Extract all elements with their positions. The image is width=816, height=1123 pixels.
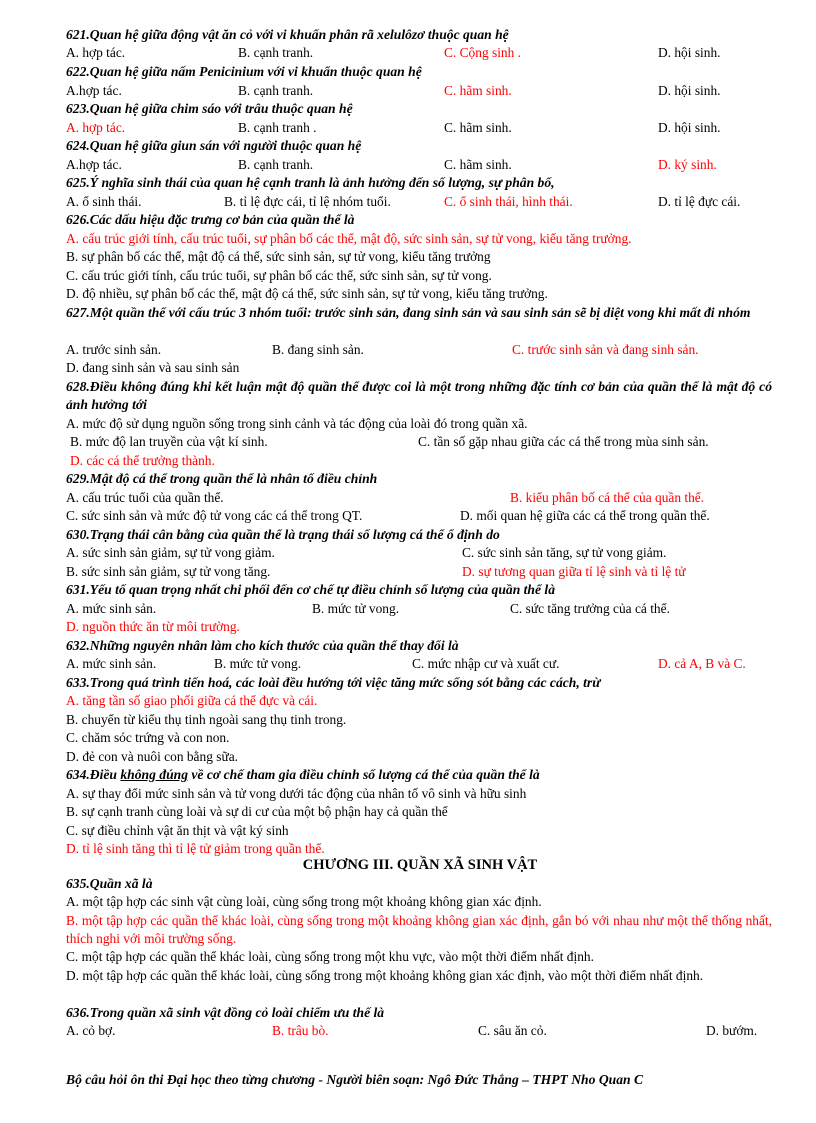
option-d: D. một tập hợp các quần thể khác loài, cùng sống trong một khoảng không gian xác định, vào một thời điểm nhất định. bbox=[66, 968, 704, 983]
option-a: A. hợp tác. bbox=[66, 45, 126, 60]
question-631: 631.Yếu tố quan trọng nhất chi phối đến cơ chế tự điều chỉnh số lượng của quần thể là bbox=[66, 582, 555, 597]
option-d: D. hội sinh. bbox=[658, 120, 721, 135]
option-a: A. mức sinh sản. bbox=[66, 601, 157, 616]
option-b: B. mức tử vong. bbox=[214, 656, 302, 671]
option-c: C. một tập hợp các quần thể khác loài, cùng sống trong một khu vực, vào một thời điểm nhất định. bbox=[66, 949, 594, 964]
question-630: 630.Trạng thái cân bằng của quần thể là trạng thái số lượng cá thể ổ định do bbox=[66, 527, 500, 542]
option-a: A. một tập hợp các sinh vật cùng loài, cùng sống trong một khoảng không gian xác định. bbox=[66, 894, 542, 909]
question-634-underlined: không đúng bbox=[120, 767, 188, 782]
option-c: C. tần số gặp nhau giữa các cá thể trong mùa sinh sản. bbox=[418, 434, 709, 449]
answer-row-625 bbox=[66, 193, 776, 211]
answer-row-628 bbox=[66, 433, 776, 451]
option-a: A. mức độ sử dụng nguồn sống trong sinh cảnh và tác động của loài đó trong quần xã. bbox=[66, 416, 528, 431]
option-a: A. sức sinh sản giảm, sự tử vong giảm. bbox=[66, 545, 275, 560]
option-c: C. hãm sinh. bbox=[444, 157, 512, 172]
answer-row-636 bbox=[66, 1022, 776, 1040]
option-a: A.hợp tác. bbox=[66, 157, 122, 172]
option-b: B. chuyển từ kiểu thụ tinh ngoài sang thụ tinh trong. bbox=[66, 712, 347, 727]
question-633: 633.Trong quá trình tiến hoá, các loài đều hướng tới việc tăng mức sống sót bằng các cách, trừ bbox=[66, 675, 601, 690]
option-d: D. đẻ con và nuôi con bằng sữa. bbox=[66, 749, 238, 764]
option-c-correct: C. Cộng sinh . bbox=[444, 45, 522, 60]
option-d: D. hội sinh. bbox=[658, 45, 721, 60]
question-626: 626.Các dấu hiệu đặc trưng cơ bản của quần thể là bbox=[66, 212, 355, 227]
question-625: 625.Ý nghĩa sinh thái của quan hệ cạnh tranh là ảnh hưởng đến số lượng, sự phân bố, bbox=[66, 175, 555, 190]
option-b-correct: B. kiểu phân bố cá thể của quần thể. bbox=[510, 490, 705, 505]
answer-row-632 bbox=[66, 655, 776, 673]
option-b: B. cạnh tranh. bbox=[238, 45, 314, 60]
option-d: D. độ nhiều, sự phân bố các thể, mật độ cá thể, sức sinh sản, sự tử vong, kiểu tăng trưởng. bbox=[66, 286, 548, 301]
question-635: 635.Quần xã là bbox=[66, 876, 153, 891]
option-a: A. sự thay đổi mức sinh sản và tử vong dưới tác động của nhân tố vô sinh và hữu sinh bbox=[66, 786, 527, 801]
option-b: B. cạnh tranh. bbox=[238, 83, 314, 98]
question-634-suffix: về cơ chế tham gia điều chỉnh số lượng cá thể của quần thể là bbox=[188, 767, 540, 782]
option-b: B. đang sinh sản. bbox=[272, 342, 364, 357]
option-b: B. sự phân bố các thể, mật độ cá thể, sức sinh sản, sự tử vong, kiểu tăng trưởng bbox=[66, 249, 491, 264]
option-d: D. hội sinh. bbox=[658, 83, 721, 98]
answer-row-627 bbox=[66, 341, 776, 359]
question-629: 629.Mật độ cá thể trong quần thể là nhân tố điều chỉnh bbox=[66, 471, 378, 486]
answer-row-630-bd bbox=[66, 563, 776, 581]
answer-row-630-ac bbox=[66, 544, 776, 562]
option-a: A. cỏ bợ. bbox=[66, 1023, 116, 1038]
option-d-correct: D. ký sinh. bbox=[658, 157, 717, 172]
option-b: B. tỉ lệ đực cái, tỉ lệ nhóm tuổi. bbox=[224, 194, 391, 209]
question-634-prefix: 634.Điều bbox=[66, 767, 121, 782]
question-628: 628.Điều không đúng khi kết luận mật độ quần thể được coi là một trong những đặc tính cơ bản của quần thể là mật độ có ảnh hưởng tới bbox=[66, 379, 772, 412]
option-c: C. cấu trúc giới tính, cấu trúc tuổi, sự phân bố các thể, sức sinh sản, sự tử vong. bbox=[66, 268, 492, 283]
option-d-correct: D. nguồn thức ăn từ môi trường. bbox=[66, 619, 240, 634]
answer-row-631 bbox=[66, 600, 776, 618]
answer-row-629-cd bbox=[66, 507, 776, 525]
option-c: C. mức nhập cư và xuất cư. bbox=[412, 656, 560, 671]
question-621: 621.Quan hệ giữa động vật ăn cỏ với vi khuẩn phân rã xelulôzơ thuộc quan hệ bbox=[66, 27, 509, 42]
option-c: C. sức tăng trưởng của cá thể. bbox=[510, 601, 670, 616]
option-d: D. bướm. bbox=[706, 1023, 758, 1038]
option-c-correct: C. ổ sinh thái, hình thái. bbox=[444, 194, 573, 209]
question-622: 622.Quan hệ giữa nấm Penicinium với vi khuẩn thuộc quan hệ bbox=[66, 64, 422, 79]
option-a: A. cấu trúc tuổi của quần thể. bbox=[66, 490, 224, 505]
question-624: 624.Quan hệ giữa giun sán với người thuộc quan hệ bbox=[66, 138, 362, 153]
answer-row-629-ab bbox=[66, 489, 776, 507]
option-c: C. sâu ăn cỏ. bbox=[478, 1023, 547, 1038]
option-d-correct: D. các cá thể trưởng thành. bbox=[70, 453, 215, 468]
option-c: C. chăm sóc trứng và con non. bbox=[66, 730, 230, 745]
option-d-correct: D. tỉ lệ sinh tăng thì tỉ lệ tử giảm trong quần thể. bbox=[66, 841, 325, 856]
option-b-correct: B. một tập hợp các quần thể khác loài, cùng sống trong một khoảng không gian xác định, gắn bó với nhau như một thể thống nhất, thích nghi với môi trường sống. bbox=[66, 913, 772, 946]
option-b: B. sức sinh sản giảm, sự tử vong tăng. bbox=[66, 564, 271, 579]
option-c: C. sức sinh sản tăng, sự tử vong giảm. bbox=[462, 545, 667, 560]
answer-row-623 bbox=[66, 119, 776, 137]
option-d: D. mối quan hệ giữa các cá thể trong quần thể. bbox=[460, 508, 710, 523]
chapter-title: CHƯƠNG III. QUẦN XÃ SINH VẬT bbox=[302, 857, 538, 873]
option-a-correct: A. hợp tác. bbox=[66, 120, 126, 135]
option-c: C. sự điều chỉnh vật ăn thịt và vật ký sinh bbox=[66, 823, 289, 838]
option-a: A.hợp tác. bbox=[66, 83, 122, 98]
option-a-correct: A. tăng tần số giao phối giữa cá thể đực và cái. bbox=[66, 693, 318, 708]
option-c: C. hãm sinh. bbox=[444, 120, 512, 135]
option-d: D. tỉ lệ đực cái. bbox=[658, 194, 741, 209]
option-c-correct: C. trước sinh sản và đang sinh sản. bbox=[512, 342, 699, 357]
option-a-correct: A. cấu trúc giới tính, cấu trúc tuổi, sự phân bố các thể, mật độ, sức sinh sản, sự tử vong, kiểu tăng trưởng. bbox=[66, 231, 632, 246]
answer-row-622 bbox=[66, 82, 776, 100]
option-b: B. cạnh tranh. bbox=[238, 157, 314, 172]
question-627: 627.Một quần thể với cấu trúc 3 nhóm tuổi: trước sinh sản, đang sinh sản và sau sinh sản sẽ bị diệt vong khi mất đi nhóm bbox=[66, 305, 751, 320]
page-footer: Bộ câu hỏi ôn thi Đại học theo từng chương - Người biên soạn: Ngô Đức Thắng – THPT Nho Quan C bbox=[66, 1072, 644, 1087]
question-634 bbox=[66, 766, 540, 784]
answer-row-624 bbox=[66, 156, 776, 174]
option-b-correct: B. trâu bò. bbox=[272, 1023, 329, 1038]
option-b: B. cạnh tranh . bbox=[238, 120, 317, 135]
option-d-correct: D. sự tương quan giữa tỉ lệ sinh và tỉ lệ tử bbox=[462, 564, 686, 579]
question-636: 636.Trong quần xã sinh vật đồng cỏ loài chiếm ưu thế là bbox=[66, 1005, 385, 1020]
option-a: A. ổ sinh thái. bbox=[66, 194, 142, 209]
option-d-correct: D. cả A, B và C. bbox=[658, 656, 746, 671]
option-a: A. trước sinh sản. bbox=[66, 342, 162, 357]
question-623: 623.Quan hệ giữa chim sáo với trâu thuộc quan hệ bbox=[66, 101, 353, 116]
option-c-correct: C. hãm sinh. bbox=[444, 83, 512, 98]
option-d: D. đang sinh sản và sau sinh sản bbox=[66, 360, 240, 375]
option-b: B. sự cạnh tranh cùng loài và sự di cư của một bộ phận hay cả quần thể bbox=[66, 804, 448, 819]
option-c: C. sức sinh sản và mức độ tử vong các cá thể trong QT. bbox=[66, 508, 363, 523]
question-632: 632.Những nguyên nhân làm cho kích thước của quần thể thay đổi là bbox=[66, 638, 459, 653]
option-b: B. mức độ lan truyền của vật kí sinh. bbox=[70, 434, 268, 449]
option-b: B. mức tử vong. bbox=[312, 601, 400, 616]
answer-row-621 bbox=[66, 44, 776, 62]
option-a: A. mức sinh sản. bbox=[66, 656, 157, 671]
